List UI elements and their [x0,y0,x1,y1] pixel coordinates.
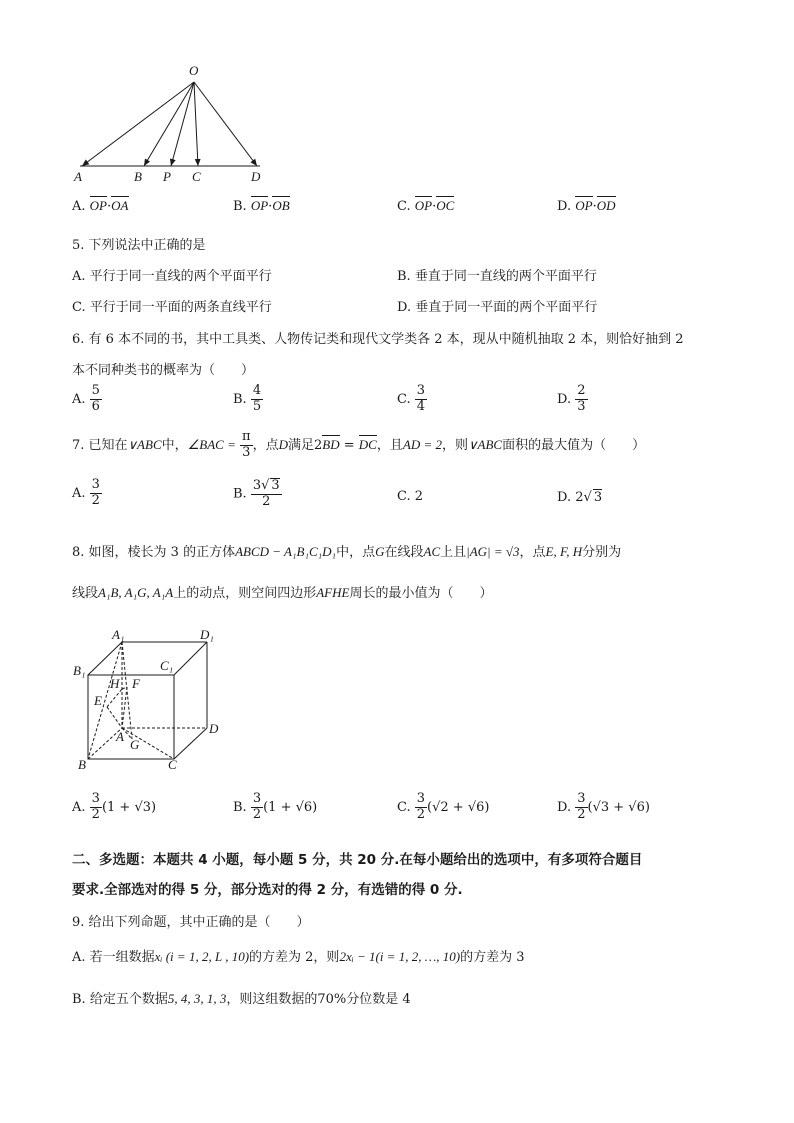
q8-option-b[interactable]: B. $\frac{3}{2}$ (1 + √6) [233,791,318,822]
label-A: A [116,729,124,744]
fraction: $\frac{3}{2}$ [91,477,100,508]
vector-ob: OB [272,198,290,213]
q8-stem-line1: 8. 如图，棱长为 3 的正方体ABCD − A₁B₁C₁D₁中，点G在线段AC上且|AG| = √3，点E, F, H分别为 [72,544,622,560]
q7-stem: 7. 已知在∨ABC中，∠BAC = $\frac{\pi}{3}$ ，点D满足2BD = DC，且AD = 2，则∨ABC面积的最大值为（ ） [72,429,646,460]
label-C1: C₁ [160,658,174,673]
q7-option-d[interactable]: D. 2√ 3 [557,490,603,505]
q8-stem-line2: 线段A₁B, A₁G, A₁A上的动点，则空间四边形AFHE周长的最小值为（ ） [72,585,493,601]
q6-option-b[interactable]: B. $\frac{4}{5}$ [233,383,262,414]
fraction-pi-3: $\frac{\pi}{3}$ [242,429,251,460]
vector-oa: OA [111,198,129,213]
figure-cube [70,625,230,775]
q5-option-b[interactable]: B. 垂直于同一直线的两个平面平行 [397,269,597,284]
q8-option-a[interactable]: A. $\frac{3}{2}$ (1 + √3) [72,791,157,822]
q9-option-b[interactable]: B. 给定五个数据5, 4, 3, 1, 3，则这组数据的70%分位数是 4 [72,991,411,1007]
q8-option-c[interactable]: C. $\frac{3}{2}$ (√2 + √6) [397,791,490,822]
q6-option-a[interactable]: A. $\frac{5}{6}$ [72,383,100,414]
fraction: $\frac{3}{2}$ [252,791,262,822]
q4-option-b[interactable]: B. OP·OB [233,198,290,214]
q5-option-c[interactable]: C. 平行于同一平面的两条直线平行 [72,300,272,315]
q4-option-d[interactable]: D. OP·OD [557,198,616,214]
label-O: O [189,63,199,78]
vector-oc: OC [436,198,455,213]
q7-option-c[interactable]: C. 2 [397,489,424,504]
q7-option-b[interactable]: B. $\frac{3√ 3}{2}$ [233,478,280,509]
vector-od: OD [596,198,616,213]
q6-stem-line2: 本不同种类书的概率为（ ） [72,363,255,378]
vector-op: OP [575,198,593,213]
fraction: $\frac{3}{2}$ [577,791,586,822]
section-2-heading-line2: 要求.全部选对的得 5 分，部分选对的得 2 分，有选错的得 0 分. [72,882,463,898]
q6-option-d[interactable]: D. $\frac{2}{3}$ [557,383,586,414]
section-2-heading-line1: 二、多选题：本题共 4 小题，每小题 5 分，共 20 分.在每小题给出的选项中，有多项符合题目 [72,852,643,868]
fraction: $\frac{3√ 3}{2}$ [252,478,280,509]
q9-option-a[interactable]: A. 若一组数据xᵢ (i = 1, 2, L , 10)的方差为 2，则2xᵢ − 1(i = 1, 2, …, 10)的方差为 3 [72,949,525,965]
label-B1: B₁ [73,663,86,678]
label-C: C [168,757,177,772]
label-D: D [251,169,261,184]
q7-option-a[interactable]: A. $\frac{3}{2}$ [72,477,100,508]
q8-option-d[interactable]: D. $\frac{3}{2}$ (√3 + √6) [557,791,650,822]
label-A1: A₁ [112,627,125,642]
fraction: $\frac{4}{5}$ [252,383,262,414]
label-D: D [209,721,219,736]
fraction: $\frac{3}{2}$ [416,791,426,822]
label-G: G [130,737,140,752]
label-P: P [163,169,171,184]
label-D1: D₁ [200,627,214,642]
label-E: E [94,693,102,708]
vector-op: OP [89,198,108,213]
label-F: F [132,676,140,691]
fraction: $\frac{3}{2}$ [91,791,100,822]
fraction: $\frac{3}{4}$ [416,383,426,414]
q5-stem: 5. 下列说法中正确的是 [72,238,206,253]
q9-stem: 9. 给出下列命题，其中正确的是（ ） [72,915,310,930]
q5-option-d[interactable]: D. 垂直于同一平面的两个平面平行 [397,300,598,315]
label-H: H [110,676,120,691]
q4-option-a[interactable]: A. OP·OA [72,198,129,214]
q5-option-a[interactable]: A. 平行于同一直线的两个平面平行 [72,269,272,284]
q6-option-c[interactable]: C. $\frac{3}{4}$ [397,383,426,414]
figure-rays [70,60,270,185]
vector-op: OP [250,198,269,213]
label-A: A [74,169,82,184]
label-B: B [78,757,86,772]
fraction: $\frac{2}{3}$ [577,383,586,414]
fraction: $\frac{5}{6}$ [91,383,100,414]
label-B: B [134,169,142,184]
q4-option-c[interactable]: C. OP·OC [397,198,455,214]
label-C: C [192,169,201,184]
q6-stem-line1: 6. 有 6 本不同的书，其中工具类、人物传记类和现代文学类各 2 本，现从中随机抽取 2 本，则恰好抽到 2 [72,332,684,347]
vector-op: OP [414,198,433,213]
